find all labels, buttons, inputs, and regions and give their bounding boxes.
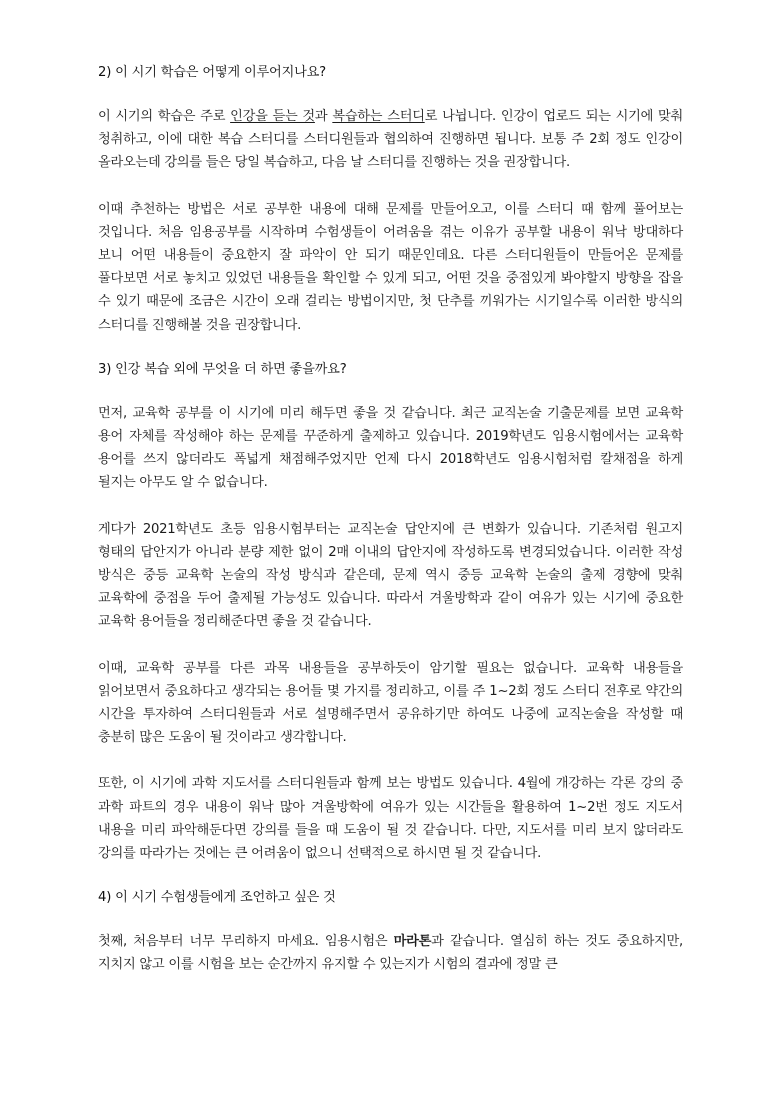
underlined-phrase-review-study: 복습하는 스터디 (332, 109, 425, 124)
paragraph-terms-sharing: 이때, 교육학 공부를 다른 과목 내용들을 공부하듯이 암기할 필요는 없습니다. 교육학 내용들을 읽어보면서 중요하다고 생각되는 용어들 몇 가지를 정리하고, 이를 주 1~2회 정도 스터디 전후로 약간의 시간을 투자하여 스터디원들과 서로 설명해주면서 공유하기만 하여도 나중에 교직논술을 작성할 때 충분히 많은 도움이 될 것이라고 생각합니다. (98, 660, 683, 746)
section-heading-3: 3) 인강 복습 외에 무엇을 더 하면 좋을까요? (98, 361, 347, 377)
paragraph-advice-marathon: 첫째, 처음부터 너무 무리하지 마세요. 임용시험은 마라톤과 같습니다. 열심히 하는 것도 중요하지만, 지치지 않고 이를 시험을 보는 순간까지 유지할 수 있는지가 시험의 결과에 정말 큰 (98, 934, 683, 973)
section-heading-2: 2) 이 시기 학습은 어떻게 이루어지나요? (98, 65, 326, 80)
paragraph-science-guide: 또한, 이 시기에 과학 지도서를 스터디원들과 함께 보는 방법도 있습니다. 4월에 개강하는 각론 강의 중 과학 파트의 경우 내용이 워낙 많아 겨울방학에 여유가 있는 시간들을 활용하여 1~2번 정도 지도서 내용을 미리 파악해둔다면 강의를 들을 때 도움이 될 것 같습니다. 다만, 지도서를 미리 보지 않더라도 강의를 따라가는 것에는 큰 어려움이 없으니 선택적으로 하시면 될 것 같습니다. (98, 776, 683, 862)
section-heading-4: 4) 이 시기 수험생들에게 조언하고 싶은 것 (98, 890, 336, 906)
paragraph-recommended-method: 이때 추천하는 방법은 서로 공부한 내용에 대해 문제를 만들어오고, 이를 스터디 때 함께 풀어보는 것입니다. 처음 임용공부를 시작하며 수험생들이 어려움을 겪는 이유가 공부할 내용이 워낙 방대하다 보니 어떤 내용들이 중요한지 잘 파악이 안 되기 때문인데요. 다른 스터디원들이 만들어온 문제를 풀다보면 서로 놓치고 있었던 내용들을 확인할 수 있게 되고, 어떤 것을 중점있게 봐야할지 방향을 잡을 수 있기 때문에 조금은 시간이 오래 걸리는 방법이지만, 첫 단추를 끼워가는 시기일수록 이러한 방식의 스터디를 진행해볼 것을 권장합니다. (98, 201, 683, 333)
paragraph-answer-sheet-change: 게다가 2021학년도 초등 임용시험부터는 교직논술 답안지에 큰 변화가 있습니다. 기존처럼 원고지 형태의 답안지가 아니라 분량 제한 없이 2매 이내의 답안지에 작성하도록 변경되었습니다. 이러한 작성 방식은 중등 교육학 논술의 작성 방식과 같은데, 문제 역시 중등 교육학 논술의 출제 경향에 맞춰 교육학에 중점을 두어 출제될 가능성도 있습니다. 따라서 겨울방학과 같이 여유가 있는 시기에 중요한 교육학 용어들을 정리해준다면 좋을 것 같습니다. (98, 521, 683, 630)
underlined-phrase-lecture: 인강을 듣는 것 (230, 109, 315, 124)
paragraph-study-method: 이 시기의 학습은 주로 인강을 듣는 것과 복습하는 스터디로 나뉩니다. 인강이 업로드 되는 시기에 맞춰 청취하고, 이에 대한 복습 스터디를 스터디원들과 협의하여 진행하면 됩니다. 보통 주 2회 정도 인강이 올라오는데 강의를 들은 당일 복습하고, 다음 날 스터디를 진행하는 것을 권장합니다. (98, 109, 683, 171)
paragraph-education-study: 먼저, 교육학 공부를 이 시기에 미리 해두면 좋을 것 같습니다. 최근 교직논술 기출문제를 보면 교육학 용어 자체를 작성해야 하는 문제를 꾸준하게 출제하고 있습니다. 2019학년도 임용시험에서는 교육학 용어를 쓰지 않더라도 폭넓게 채점해주었지만 언제 다시 2018학년도 임용시험처럼 칼채점을 하게 될지는 아무도 알 수 없습니다. (98, 405, 683, 491)
document-page (98, 62, 683, 977)
bold-word-marathon: 마라톤 (393, 934, 432, 950)
